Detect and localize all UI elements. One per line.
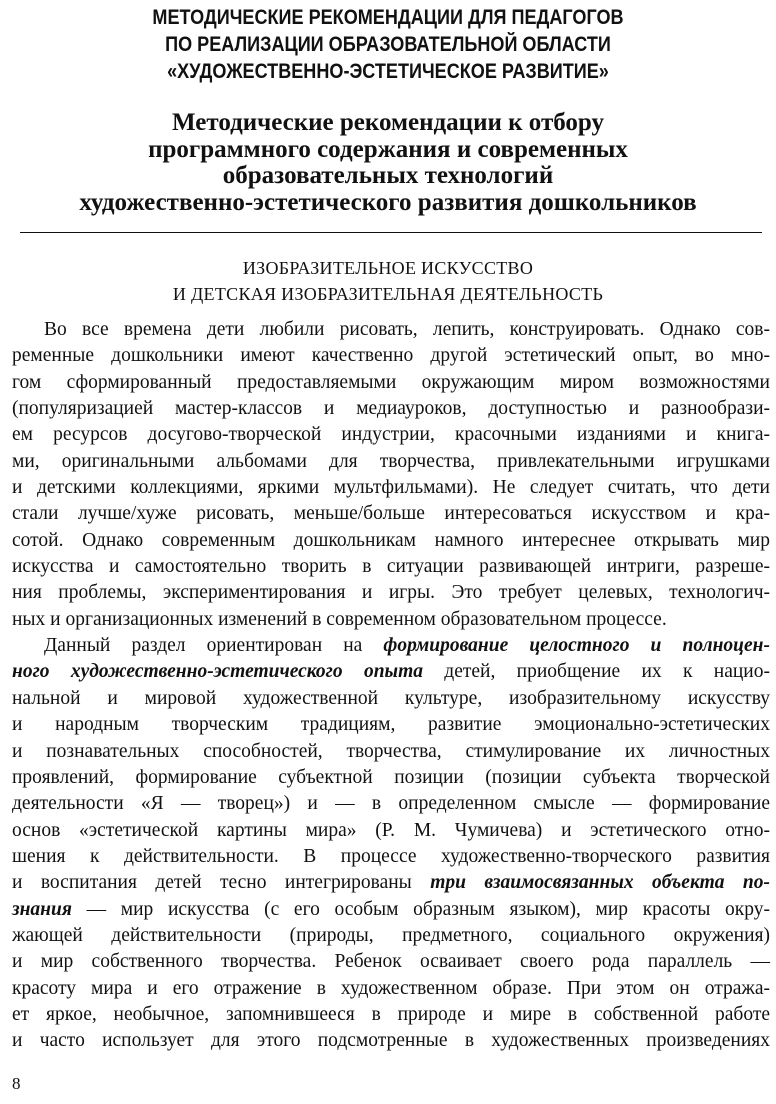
chapter-title-line: Методические рекомендации к отбору [172, 109, 604, 136]
text-line [12, 818, 770, 844]
text-segment: искусства и самостоятельно творить в ситуации развивающей интриги, разреше- [12, 556, 770, 578]
text-segment: (популяризацией мастер-классов и медиауроков, доступностью и разнообрази- [12, 398, 770, 420]
chapter-title-line: программного содержания и современных [148, 135, 628, 163]
text-segment: детей, приобщение их к нацио- [422, 661, 770, 683]
emphasized-text: формирование целостного и полноцен- [383, 635, 770, 657]
chapter-title-line: образовательных технологий [222, 162, 554, 189]
text-segment: и мир собственного творчества. Ребенок осваивает своего рода параллель — [12, 951, 770, 973]
text-segment: ния проблемы, экспериментирования и игры. Это требует целевых, технологич- [12, 582, 770, 604]
text-line [12, 1002, 770, 1028]
emphasized-text: три взаимосвязанных объекта по- [430, 872, 770, 894]
text-line [12, 923, 770, 949]
text-line [12, 580, 770, 606]
text-line [12, 897, 770, 923]
text-segment: проявлений, формирование субъектной позиции (позиции субъекта творческой [12, 766, 770, 788]
text-segment: гом сформированный предоставляемыми окружающим миром возможностями [12, 371, 770, 393]
series-title [0, 4, 776, 85]
text-line [12, 370, 770, 396]
section-title-line: ИЗОБРАЗИТЕЛЬНОЕ ИСКУССТВО [242, 258, 534, 278]
text-line [12, 633, 770, 659]
text-line [12, 844, 770, 870]
text-segment: красоту мира и его отражение в художественном образе. При этом он отража- [12, 977, 770, 999]
text-line [12, 1028, 770, 1054]
text-segment: ременные дошкольники имеют качественно другой эстетический опыт, во мно- [12, 345, 770, 367]
text-segment: нальной и мировой художественной культуре, изобразительному искусству [12, 687, 770, 709]
text-segment: шения к действительности. В процессе художественно-творческого развития [12, 845, 770, 867]
text-line [12, 501, 770, 527]
text-segment: жающей действительности (природы, предметного, социального окружения) [12, 924, 770, 946]
series-title-line: «ХУДОЖЕСТВЕННО-ЭСТЕТИЧЕСКОЕ РАЗВИТИЕ» [167, 60, 609, 83]
text-segment: ем ресурсов досугово-творческой индустрии, красочными изданиями и книга- [12, 424, 770, 446]
chapter-title [0, 110, 776, 216]
text-line [12, 949, 770, 975]
body-text [12, 317, 770, 1055]
text-line [12, 475, 770, 501]
text-line [12, 791, 770, 817]
text-segment: деятельности «Я — творец») и — в определенном смысле — формирование [12, 793, 770, 815]
text-line [12, 449, 770, 475]
text-line [12, 686, 770, 712]
text-line [12, 712, 770, 738]
text-line [12, 396, 770, 422]
text-segment: и познавательных способностей, творчества, стимулирование их личностных [12, 740, 770, 762]
text-segment: основ «эстетической картины мира» (Р. М. Чумичева) и эстетического отно- [12, 819, 770, 841]
chapter-title-line: художественно-эстетического развития дошкольников [79, 188, 697, 216]
text-segment: и воспитания детей тесно интегрированы [12, 872, 431, 894]
text-line [12, 607, 770, 633]
text-segment: ет яркое, необычное, запомнившееся в природе и мире в собственной работе [12, 1003, 770, 1025]
emphasized-text: знания [12, 898, 72, 920]
text-line [12, 765, 770, 791]
text-line [12, 317, 770, 343]
text-line [12, 343, 770, 369]
text-line [12, 422, 770, 448]
text-segment: ных и организационных изменений в современном образовательном процессе. [12, 608, 667, 630]
text-line [12, 739, 770, 765]
page-number: 8 [12, 1074, 21, 1093]
emphasized-text: ного художественно-эстетического опыта [12, 661, 423, 683]
text-segment: и детскими коллекциями, яркими мультфильмами). Не следует считать, что дети [12, 477, 770, 499]
text-line [12, 554, 770, 580]
section-title-line: И ДЕТСКАЯ ИЗОБРАЗИТЕЛЬНАЯ ДЕЯТЕЛЬНОСТЬ [172, 284, 604, 304]
section-title [0, 255, 776, 307]
text-segment: стали лучше/хуже рисовать, меньше/больше интересоваться искусством и кра- [12, 503, 770, 525]
text-segment: — мир искусства (с его особым образным языком), мир красоты окру- [71, 898, 770, 920]
text-segment: ми, оригинальными альбомами для творчества, привлекательными игрушками [12, 450, 770, 472]
text-segment: Во все времена дети любили рисовать, лепить, конструировать. Однако сов- [44, 319, 770, 340]
series-title-line: МЕТОДИЧЕСКИЕ РЕКОМЕНДАЦИИ ДЛЯ ПЕДАГОГОВ [152, 6, 624, 29]
text-line [12, 659, 770, 685]
text-line [12, 870, 770, 896]
text-segment: и часто использует для этого подсмотренные в художественных произведениях [12, 1030, 770, 1052]
text-line [12, 976, 770, 1002]
horizontal-divider [20, 232, 762, 233]
text-segment: Данный раздел ориентирован на [44, 635, 384, 657]
text-line [12, 528, 770, 554]
series-title-line: ПО РЕАЛИЗАЦИИ ОБРАЗОВАТЕЛЬНОЙ ОБЛАСТИ [165, 33, 611, 56]
text-segment: сотой. Однако современным дошкольникам намного интереснее открывать мир [12, 529, 770, 551]
text-segment: и народным творческим традициям, развитие эмоционально-эстетических [12, 714, 770, 736]
